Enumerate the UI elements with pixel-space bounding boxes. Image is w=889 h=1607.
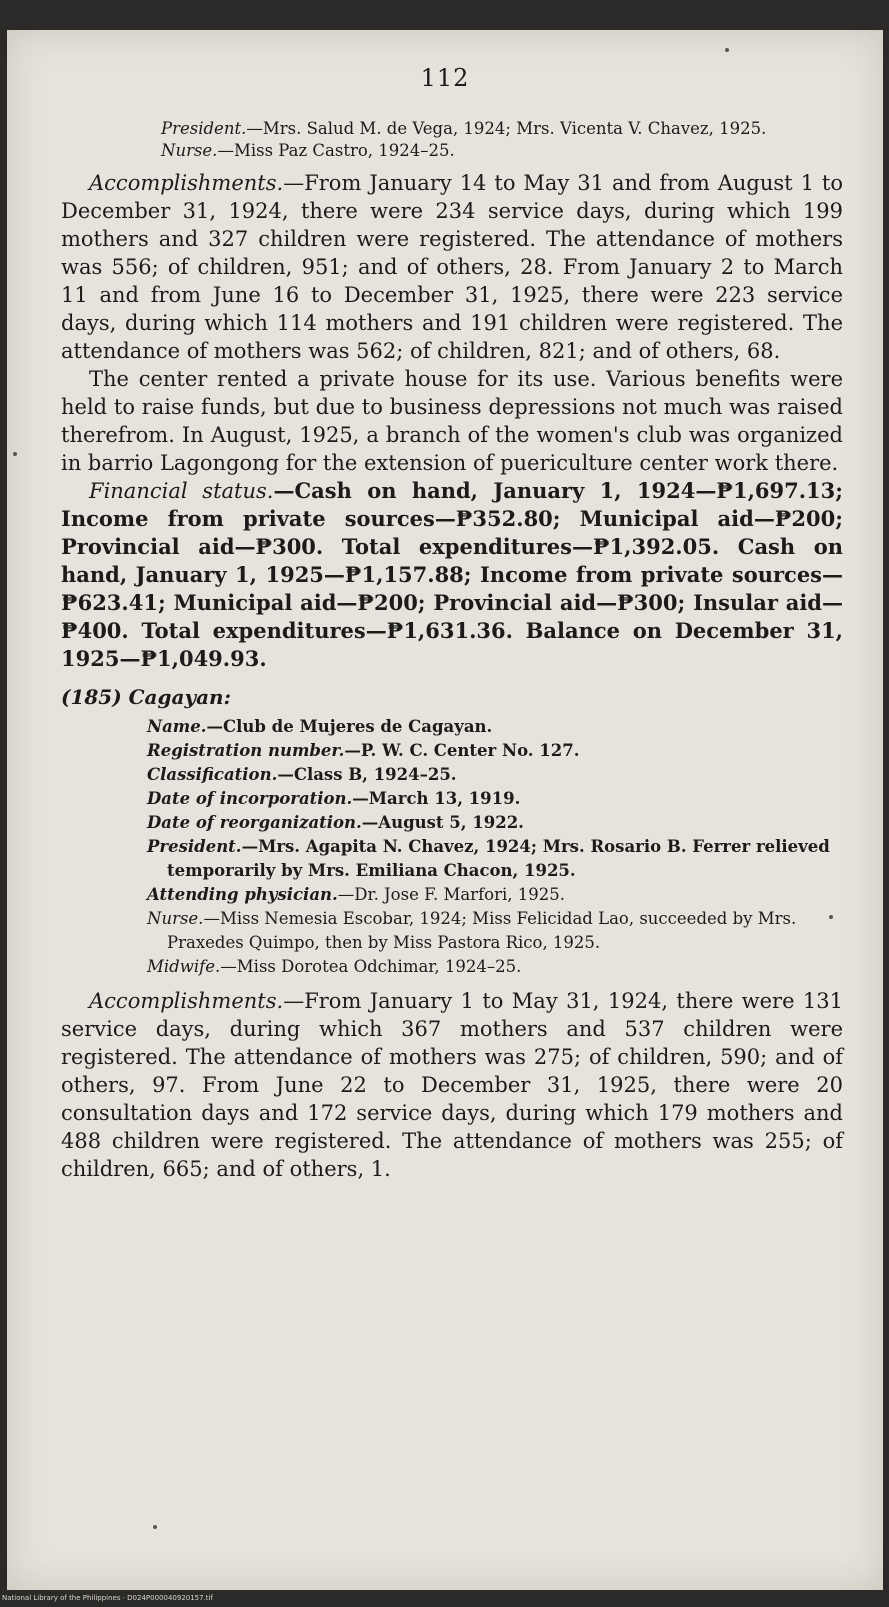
accomplishments-label-cagayan: Accomplishments. — [89, 989, 284, 1013]
registry-list — [147, 715, 843, 979]
page-number: 112 — [420, 64, 470, 92]
page-content — [61, 118, 843, 1183]
financial-status-text: —Cash on hand, January 1, 1924—₱1,697.13; Income from private sources—₱352.80; Municipal aid—₱200; Provincial aid—₱300. Total expenditures—₱1,392.05. Cash on hand, January 1, 1925—₱1,157.88; Income from private sources—₱623.41; Municipal aid—₱200; Provincial aid—₱300; Insular aid—₱400. Total expenditures—₱1,631.36. Balance on December 31, 1925—₱1,049.93. — [61, 478, 844, 671]
scan-footer: National Library of the Philippines · D024P000040920157.tif — [2, 1594, 213, 1602]
registry-registration-number: Registration number.—P. W. C. Center No. 127. — [147, 741, 580, 760]
accomplishments-paragraph — [61, 169, 843, 365]
nurse-entry — [161, 140, 843, 162]
president-entry — [161, 118, 843, 140]
speck-dot — [829, 915, 833, 919]
nurse-label: Nurse. — [161, 141, 218, 160]
speck-dot — [13, 452, 17, 456]
financial-status-paragraph — [61, 477, 843, 673]
registry-physician: Attending physician.—Dr. Jose F. Marfori, 1925. — [147, 885, 566, 904]
registry-incorporation: Date of incorporation.—March 13, 1919. — [147, 789, 521, 808]
scanned-page — [7, 30, 883, 1590]
speck-dot — [725, 48, 729, 52]
registry-reorganization: Date of reorganization.—August 5, 1922. — [147, 813, 524, 832]
financial-status-label: Financial status. — [89, 479, 274, 503]
registry-name: Name.—Club de Mujeres de Cagayan. — [147, 717, 493, 736]
accomplishments-text: —From January 14 to May 31 and from August 1 to December 31, 1924, there were 234 service days, during which 199 mothers and 327 children were registered. The attendance of mothers was 556; of children, 951; and of others, 28. From January 2 to March 11 and from June 16 to December 31, 1925, there were 223 service days, during which 114 mothers and 191 children were registered. The attendance of mothers was 562; of children, 821; and of others, 68. — [61, 171, 843, 363]
section-heading-cagayan: (185) Cagayan: — [61, 685, 231, 709]
president-label: President. — [161, 119, 247, 138]
officers-list — [161, 118, 843, 162]
registry-nurse: Nurse.—Miss Nemesia Escobar, 1924; Miss Felicidad Lao, succeeded by Mrs. Praxedes Quimpo, then by Miss Pastora Rico, 1925. — [147, 909, 797, 952]
accomplishments-text-cagayan: —From January 1 to May 31, 1924, there were 131 service days, during which 367 mothers and 537 children were registered. The attendance of mothers was 275; of children, 590; and of others, 97. From June 22 to December 31, 1925, there were 20 consultation days and 172 service days, during which 179 mothers and 488 children were registered. The attendance of mothers was 255; of children, 665; and of others, 1. — [61, 989, 843, 1181]
registry-president: President.—Mrs. Agapita N. Chavez, 1924; Mrs. Rosario B. Ferrer relieved temporarily by Mrs. Emiliana Chacon, 1925. — [147, 837, 830, 880]
nurse-text: —Miss Paz Castro, 1924–25. — [217, 141, 455, 160]
center-paragraph: The center rented a private house for its use. Various benefits were held to raise funds, but due to business depressions not much was raised therefrom. In August, 1925, a branch of the women's club was organized in barrio Lagongong for the extension of puericulture center work there. — [61, 367, 843, 475]
accomplishments-label: Accomplishments. — [89, 171, 284, 195]
accomplishments-paragraph-cagayan — [61, 987, 843, 1183]
president-text: —Mrs. Salud M. de Vega, 1924; Mrs. Vicenta V. Chavez, 1925. — [246, 119, 767, 138]
registry-classification: Classification.—Class B, 1924–25. — [147, 765, 457, 784]
speck-dot — [153, 1525, 157, 1529]
registry-midwife: Midwife.—Miss Dorotea Odchimar, 1924–25. — [147, 957, 522, 976]
